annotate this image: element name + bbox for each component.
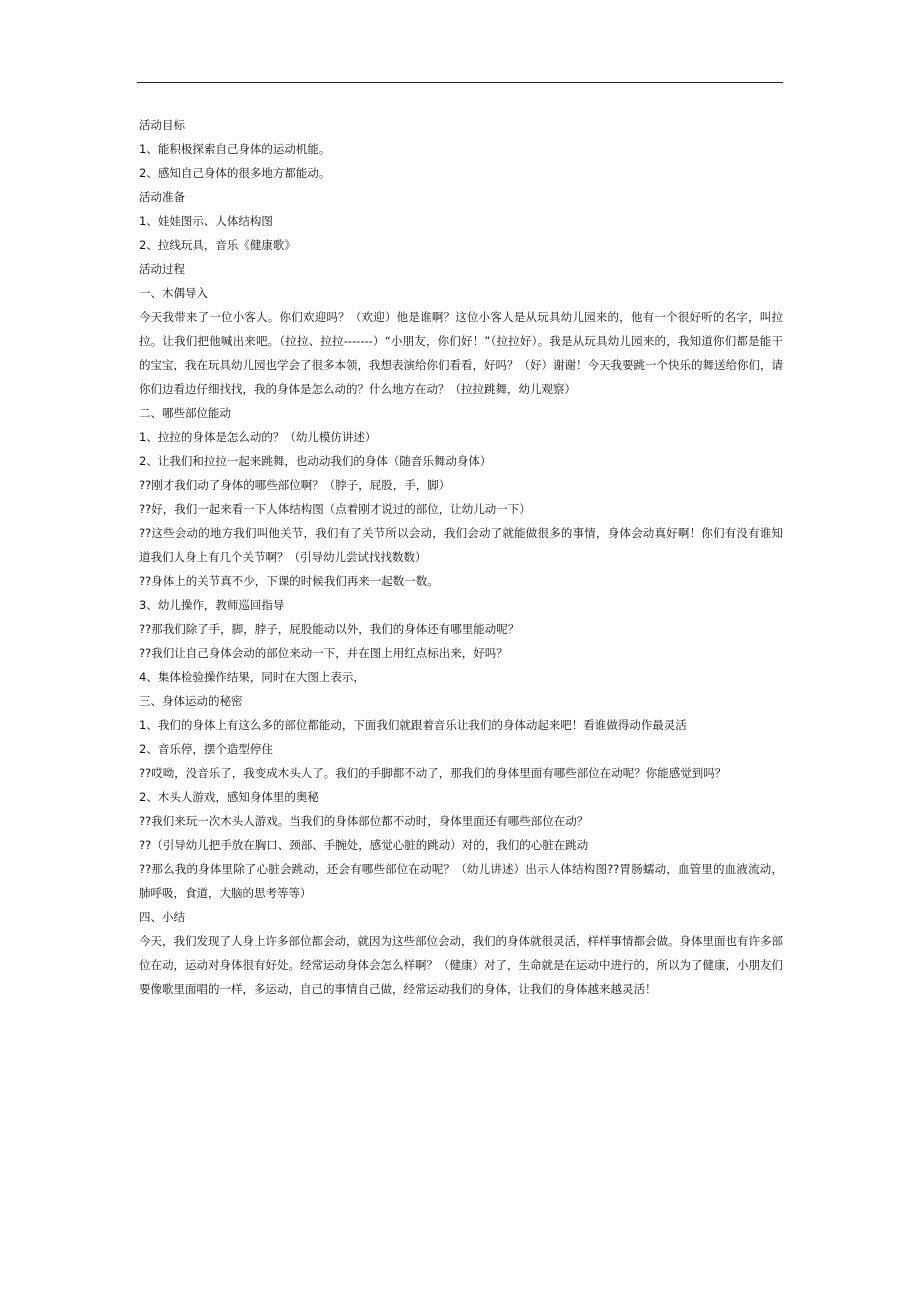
header-rule bbox=[137, 82, 783, 83]
text-line: 1、能积极探索自己身体的运动机能。 bbox=[139, 142, 331, 156]
subsection-heading-4: 四、小结 bbox=[139, 910, 185, 924]
text-line: 2、拉线玩具，音乐《健康歌》 bbox=[139, 238, 296, 252]
text-line: 2、感知自己身体的很多地方都能动。 bbox=[139, 166, 331, 180]
text-line: ??哎呦，没音乐了，我变成木头人了。我们的手脚都不动了，那我们的身体里面有哪些部位在动呢？你能感觉到吗？ bbox=[139, 766, 727, 780]
text-line: ??我们让自己身体会动的部位来动一下，并在图上用红点标出来，好吗？ bbox=[139, 646, 508, 660]
text-paragraph: ??这些会动的地方我们叫他关节，我们有了关节所以会动，我们会动了就能做很多的事情，身体会动真好啊！你们有没有谁知道我们人身上有几个关节啊？（引导幼儿尝试找找数数） bbox=[139, 526, 783, 564]
section-heading-preparation: 活动准备 bbox=[139, 190, 185, 204]
text-paragraph: 今天我带来了一位小客人。你们欢迎吗？（欢迎）他是谁啊？这位小客人是从玩具幼儿园来的，他有一个很好听的名字，叫拉拉。让我们把他喊出来吧。（拉拉、拉拉-------）“小朋友，你们好！”（拉拉好）。我是从玩具幼儿园来的，我知道你们都是能干的宝宝，我在玩具幼儿园也学会了很多本领，我想表演给你们看看，好吗？（好）谢谢！今天我要跳一个快乐的舞送给你们，请你们边看边仔细找找，我的身体是怎么动的？什么地方在动？（拉拉跳舞，幼儿观察） bbox=[139, 310, 783, 396]
subsection-heading-2: 二、哪些部位能动 bbox=[139, 406, 231, 420]
text-line: 1、我们的身体上有这么多的部位都能动，下面我们就跟着音乐让我们的身体动起来吧！看谁做得动作最灵活 bbox=[139, 718, 687, 732]
text-line: 1、娃娃图示、人体结构图 bbox=[139, 214, 273, 228]
text-line: ??那我们除了手，脚，脖子，屁股能动以外，我们的身体还有哪里能动呢？ bbox=[139, 622, 520, 636]
text-paragraph: ??那么我的身体里除了心脏会跳动，还会有哪些部位在动呢？（幼儿讲述）出示人体结构图??胃肠蠕动，血管里的血液流动，肺呼吸，食道，大脑的思考等等） bbox=[139, 862, 783, 900]
text-line: 2、让我们和拉拉一起来跳舞，也动动我们的身体（随音乐舞动身体） bbox=[139, 454, 492, 468]
text-line: ??身体上的关节真不少，下课的时候我们再来一起数一数。 bbox=[139, 574, 439, 588]
text-line: 2、音乐停，摆个造型停住 bbox=[139, 742, 273, 756]
text-paragraph: 今天，我们发现了人身上许多部位都会动，就因为这些部位会动，我们的身体就很灵活，样样事情都会做。身体里面也有许多部位在动，运动对身体很有好处。经常运动身体会怎么样啊？（健康）对了，生命就是在运动中进行的，所以为了健康，小朋友们要像歌里面唱的一样，多运动，自己的事情自己做，经常运动我们的身体，让我们的身体越来越灵活！ bbox=[139, 934, 783, 996]
subsection-heading-3: 三、身体运动的秘密 bbox=[139, 694, 243, 708]
subsection-heading-1: 一、木偶导入 bbox=[139, 286, 208, 300]
text-line: 3、幼儿操作，教师巡回指导 bbox=[139, 598, 285, 612]
text-line: 1、拉拉的身体是怎么动的？（幼儿模仿讲述） bbox=[139, 430, 377, 444]
section-heading-goals: 活动目标 bbox=[139, 118, 185, 132]
text-line: ??（引导幼儿把手放在胸口、颈部、手腕处，感觉心脏的跳动）对的，我们的心脏在跳动 bbox=[139, 838, 589, 852]
section-heading-process: 活动过程 bbox=[139, 262, 185, 276]
text-line: ??我们来玩一次木头人游戏。当我们的身体部位都不动时，身体里面还有哪些部位在动？ bbox=[139, 814, 589, 828]
text-line: 4、集体检验操作结果，同时在大图上表示， bbox=[139, 670, 365, 684]
text-line: 2、木头人游戏，感知身体里的奥秘 bbox=[139, 790, 319, 804]
text-line: ??好，我们一起来看一下人体结构图（点着刚才说过的部位，让幼儿动一下） bbox=[139, 502, 531, 516]
document-body bbox=[139, 113, 783, 1001]
text-line: ??刚才我们动了身体的哪些部位啊？（脖子，屁股，手，脚） bbox=[139, 478, 451, 492]
